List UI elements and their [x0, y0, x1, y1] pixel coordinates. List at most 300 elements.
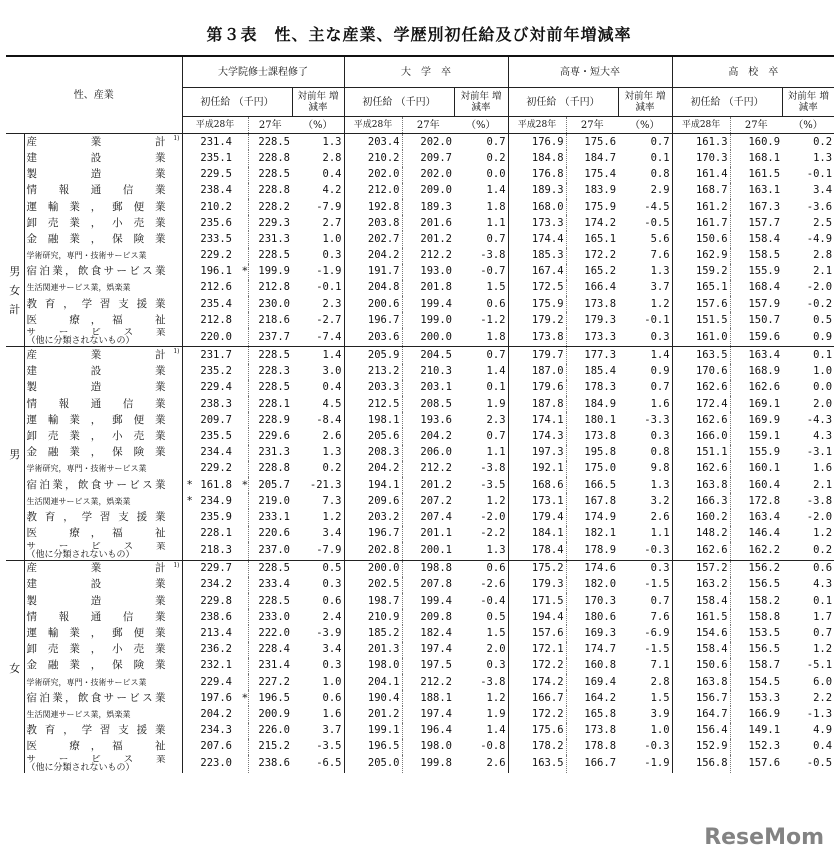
salary-2016 [344, 199, 402, 215]
salary-2016-value: 166.7 [531, 691, 564, 704]
change-pct-value: -3.8 [806, 494, 833, 507]
change-pct [454, 264, 508, 280]
change-pct-value: -6.9 [644, 627, 670, 640]
salary-2016 [508, 312, 566, 328]
industry-name: 生活関連サービス業，娯楽業 [26, 496, 131, 506]
change-pct [618, 609, 672, 625]
salary-2016 [344, 739, 402, 755]
salary-2015 [248, 364, 292, 380]
salary-2015-value: 175.9 [584, 200, 617, 213]
salary-2015 [730, 215, 782, 231]
salary-2015-value: 183.9 [584, 184, 617, 197]
salary-2015 [402, 264, 454, 280]
salary-2015 [730, 150, 782, 166]
change-pct [454, 658, 508, 674]
revision-mark [234, 347, 248, 364]
industry-label [24, 183, 182, 199]
salary-2015 [566, 509, 618, 525]
salary-2016-value: 201.2 [367, 707, 400, 720]
salary-2015-value: 195.8 [584, 446, 617, 459]
change-pct-value: 0.5 [486, 610, 506, 623]
change-pct [618, 526, 672, 542]
salary-2015 [730, 347, 782, 364]
salary-2016 [182, 706, 234, 722]
salary-2016-value: 151.1 [695, 446, 728, 459]
salary-2015-value: 230.0 [258, 297, 290, 310]
salary-2015 [566, 215, 618, 231]
salary-2016 [344, 215, 402, 231]
table-row [6, 509, 834, 525]
salary-2016-value: 234.3 [200, 724, 232, 737]
salary-2016 [508, 380, 566, 396]
change-pct [292, 380, 344, 396]
industry-label [24, 150, 182, 166]
salary-2016-value: 156.7 [695, 691, 728, 704]
table-header [6, 56, 834, 134]
change-pct [782, 755, 834, 773]
change-pct-value: 4.9 [813, 724, 833, 737]
salary-2016 [344, 526, 402, 542]
salary-2016 [672, 625, 730, 641]
salary-2015 [248, 461, 292, 477]
change-pct-value: 1.3 [650, 265, 670, 278]
year-prev-header: 27年 [730, 117, 782, 134]
salary-2015-value: 163.4 [748, 349, 781, 362]
revision-mark [234, 264, 248, 280]
salary-2015 [248, 526, 292, 542]
salary-2016 [672, 364, 730, 380]
change-pct [618, 723, 672, 739]
salary-2015 [566, 706, 618, 722]
change-pct-value: 0.0 [486, 168, 506, 181]
change-pct-value: 4.3 [813, 578, 833, 591]
salary-2015-value: 159.1 [748, 429, 781, 442]
change-header: 対前年 増減率 [787, 91, 829, 113]
change-pct-value: -2.6 [480, 578, 506, 591]
change-pct-value: 1.4 [322, 349, 342, 362]
salary-2015 [402, 380, 454, 396]
change-pct-value: 1.6 [813, 462, 833, 475]
salary-2016-value: 205.6 [367, 429, 400, 442]
change-pct-value: -1.2 [480, 313, 506, 326]
salary-2016-value: 203.8 [367, 216, 400, 229]
salary-2016 [508, 328, 566, 347]
salary-2016-value: 235.5 [200, 429, 232, 442]
salary-2015-value: 166.5 [584, 478, 617, 491]
industry-label [24, 542, 182, 561]
table-row [6, 755, 834, 773]
salary-2015 [402, 167, 454, 183]
change-pct [292, 199, 344, 215]
table-row [6, 396, 834, 412]
salary-2015 [248, 215, 292, 231]
change-pct [292, 231, 344, 247]
change-pct [782, 412, 834, 428]
change-pct [454, 477, 508, 493]
salary-2015 [566, 642, 618, 658]
salary-2015-value: 170.3 [584, 594, 617, 607]
salary-2016 [508, 477, 566, 493]
industry-sub: （他に分類されないもの） [26, 762, 135, 773]
salary-2015-value: 201.2 [420, 478, 452, 491]
salary-2015-value: 153.5 [748, 627, 781, 640]
salary-2015-value: 228.4 [258, 643, 290, 656]
revision-mark [234, 380, 248, 396]
salary-2016 [182, 150, 234, 166]
salary-2015-value: 180.6 [584, 610, 617, 623]
salary-2016 [182, 231, 234, 247]
change-pct [782, 396, 834, 412]
unit-pct-header: （%） [618, 117, 672, 134]
salary-2016 [672, 183, 730, 199]
table-row [6, 625, 834, 641]
change-pct-value: 1.9 [486, 707, 506, 720]
change-pct-value: -21.3 [309, 478, 342, 491]
salary-2016-value: 197.6 [200, 691, 232, 704]
change-pct-value: 7.6 [650, 249, 670, 262]
salary-2016-value: 163.5 [695, 349, 728, 362]
salary-2015-value: 177.3 [584, 349, 617, 362]
industry-name: 宿泊業，飲食サービス業 [26, 265, 166, 278]
change-pct [618, 134, 672, 151]
change-pct [618, 347, 672, 364]
salary-2015 [248, 593, 292, 609]
industry-label [24, 364, 182, 380]
salary-2015-value: 153.3 [748, 691, 781, 704]
change-pct-value: 2.4 [322, 610, 342, 623]
salary-2015 [248, 493, 292, 509]
revision-mark [234, 526, 248, 542]
salary-2016 [182, 739, 234, 755]
section-label-char: 男 [9, 448, 21, 462]
change-pct [292, 461, 344, 477]
salary-2016 [344, 167, 402, 183]
salary-2016-value: 231.7 [200, 349, 232, 362]
table-row [6, 445, 834, 461]
salary-2016-value: 157.2 [695, 562, 728, 575]
salary-2015 [248, 609, 292, 625]
salary-2015 [730, 542, 782, 561]
salary-2015-value: 207.4 [420, 510, 452, 523]
change-pct [618, 215, 672, 231]
change-pct-value: -0.3 [644, 544, 670, 557]
change-pct [292, 493, 344, 509]
salary-2015-value: 162.2 [748, 544, 781, 557]
change-pct-value: 1.2 [650, 297, 670, 310]
change-pct [292, 296, 344, 312]
change-pct-value: -0.5 [644, 216, 670, 229]
industry-name: 建 設 業 [26, 151, 166, 164]
salary-2016-value: 163.8 [695, 675, 728, 688]
industry-name: 宿泊業，飲食サービス業 [26, 691, 166, 704]
salary-2015 [730, 312, 782, 328]
change-pct [454, 461, 508, 477]
change-pct [292, 509, 344, 525]
change-pct-value: 9.8 [650, 462, 670, 475]
change-pct [292, 428, 344, 444]
change-pct [618, 150, 672, 166]
change-pct-value: -1.5 [644, 578, 670, 591]
salary-2015-value: 197.4 [420, 643, 452, 656]
salary-2016 [344, 280, 402, 296]
salary-2015-value: 220.6 [258, 527, 290, 540]
salary-2016-value: 179.7 [531, 349, 564, 362]
salary-2015-value: 197.5 [420, 659, 452, 672]
salary-2016 [672, 509, 730, 525]
salary-2015 [248, 642, 292, 658]
change-pct [782, 706, 834, 722]
salary-2016-value: 212.5 [367, 397, 400, 410]
salary-2016-value: 158.4 [695, 643, 728, 656]
salary-2015-value: 231.4 [258, 659, 290, 672]
salary-2015-value: 204.2 [420, 429, 452, 442]
salary-2015-value: 226.0 [258, 724, 290, 737]
salary-2016-value: 179.6 [531, 381, 564, 394]
change-pct-value: 2.0 [486, 643, 506, 656]
salary-2015-value: 227.2 [258, 675, 290, 688]
salary-2015-value: 178.3 [584, 381, 617, 394]
revision-mark [234, 231, 248, 247]
salary-2016-value: 203.2 [367, 510, 400, 523]
change-pct [782, 739, 834, 755]
salary-2016 [508, 706, 566, 722]
salary-2016-value: 168.6 [531, 478, 564, 491]
salary-2016-value: 162.6 [695, 544, 728, 557]
salary-2015-value: 175.4 [584, 168, 617, 181]
industry-label [24, 593, 182, 609]
salary-2016-value: 229.4 [200, 675, 232, 688]
change-pct [618, 477, 672, 493]
salary-2016 [672, 642, 730, 658]
change-pct [618, 199, 672, 215]
salary-2016-value: 173.1 [531, 494, 564, 507]
salary-2015 [402, 593, 454, 609]
salary-2016-value: 202.8 [367, 544, 400, 557]
salary-2015 [730, 625, 782, 641]
salary-2016-value: 200.6 [367, 297, 400, 310]
salary-2015-value: 163.1 [748, 184, 781, 197]
table-row [6, 380, 834, 396]
salary-2015 [566, 493, 618, 509]
salary-2015 [248, 509, 292, 525]
salary-2016 [182, 642, 234, 658]
salary-2016-value: 162.6 [695, 413, 728, 426]
change-pct [782, 280, 834, 296]
change-pct [292, 706, 344, 722]
revision-mark [234, 658, 248, 674]
salary-2016-value: 157.6 [531, 627, 564, 640]
change-pct [782, 674, 834, 690]
revision-mark-value: * [242, 478, 248, 491]
industry-label [24, 231, 182, 247]
salary-2015 [730, 380, 782, 396]
industry-name: 製 造 業 [26, 594, 166, 607]
salary-2016 [508, 674, 566, 690]
salary-2015-value: 160.9 [748, 135, 781, 148]
change-pct [292, 347, 344, 364]
change-pct [782, 642, 834, 658]
salary-2015-value: 169.4 [584, 675, 617, 688]
industry-label [24, 445, 182, 461]
change-pct-value: 3.0 [322, 365, 342, 378]
change-pct [618, 280, 672, 296]
change-pct [454, 706, 508, 722]
industry-label [24, 642, 182, 658]
revision-mark [234, 396, 248, 412]
salary-2015-value: 228.5 [258, 249, 290, 262]
change-pct [782, 134, 834, 151]
salary-2015 [248, 264, 292, 280]
salary-2015-value: 205.7 [258, 478, 290, 491]
change-pct-value: 2.8 [322, 151, 342, 164]
salary-2015-value: 196.5 [258, 691, 290, 704]
salary-2015-value: 158.4 [748, 232, 781, 245]
change-pct [618, 264, 672, 280]
change-pct-value: 0.6 [322, 691, 342, 704]
change-pct [782, 723, 834, 739]
salary-2016 [508, 461, 566, 477]
industry-name: 産 業 計 [26, 562, 166, 575]
change-pct-value: 1.2 [486, 691, 506, 704]
salary-2015 [402, 723, 454, 739]
salary-2015 [730, 560, 782, 577]
salary-2016 [508, 509, 566, 525]
salary-2016-value: 235.6 [200, 216, 232, 229]
salary-2016-value: 235.1 [200, 151, 232, 164]
change-pct-value: 0.7 [650, 381, 670, 394]
change-pct [292, 723, 344, 739]
revision-mark: * [186, 494, 193, 507]
change-pct-value: 6.0 [813, 675, 833, 688]
salary-2016 [182, 542, 234, 561]
salary-2015-value: 169.1 [748, 397, 781, 410]
table-row [6, 347, 834, 364]
change-pct [292, 280, 344, 296]
salary-2015 [730, 674, 782, 690]
salary-2016 [182, 328, 234, 347]
change-pct-value: 1.2 [322, 510, 342, 523]
change-pct-value: 3.2 [650, 494, 670, 507]
industry-name: 卸売業，小売業 [26, 429, 166, 442]
salary-2015 [248, 167, 292, 183]
change-pct-value: 1.0 [813, 365, 833, 378]
change-pct-value: -3.5 [316, 740, 342, 753]
salary-2015 [248, 134, 292, 151]
salary-2015-value: 218.6 [258, 313, 290, 326]
change-pct [292, 183, 344, 199]
change-pct [782, 167, 834, 183]
salary-2015 [402, 542, 454, 561]
salary-2016-value: 164.7 [695, 707, 728, 720]
change-pct-value: 1.8 [486, 330, 506, 343]
revision-mark [234, 739, 248, 755]
change-pct-value: 4.2 [322, 184, 342, 197]
change-pct-value: 0.7 [486, 135, 506, 148]
salary-2016 [672, 280, 730, 296]
change-pct [292, 625, 344, 641]
change-pct [782, 347, 834, 364]
change-pct [782, 658, 834, 674]
salary-2016 [672, 134, 730, 151]
salary-2016 [672, 412, 730, 428]
salary-2016 [508, 493, 566, 509]
salary-2016 [344, 674, 402, 690]
revision-mark [234, 150, 248, 166]
salary-2016 [344, 134, 402, 151]
industry-name: サ ー ビ ス 業 [26, 541, 166, 552]
salary-2016 [182, 690, 234, 706]
section-label-char: 女 [9, 284, 21, 298]
salary-2016 [344, 493, 402, 509]
salary-2016-value: 207.6 [200, 740, 232, 753]
salary-2016-value: 189.3 [531, 184, 564, 197]
unit-pct-header: （%） [782, 117, 834, 134]
salary-2016 [344, 755, 402, 773]
change-pct-value: 0.3 [322, 659, 342, 672]
salary-2016 [344, 658, 402, 674]
salary-2015-value: 173.8 [584, 724, 617, 737]
change-pct-value: 0.9 [813, 330, 833, 343]
change-pct-value: 1.0 [650, 724, 670, 737]
change-pct-value: -0.1 [806, 168, 833, 181]
salary-2015-value: 188.1 [420, 691, 452, 704]
change-pct-value: 0.9 [650, 365, 670, 378]
industry-name: 生活関連サービス業，娯楽業 [26, 709, 131, 719]
change-pct [618, 231, 672, 247]
change-pct-value: -4.5 [644, 200, 670, 213]
salary-2015 [566, 328, 618, 347]
salary-2015 [402, 280, 454, 296]
table-row [6, 412, 834, 428]
industry-name: 学術研究，専門・技術サービス業 [26, 251, 147, 261]
salary-2015 [566, 542, 618, 561]
salary-2016 [344, 593, 402, 609]
salary-2016-value: 176.9 [531, 135, 564, 148]
salary-2015-value: 228.5 [258, 135, 290, 148]
change-pct-value: 4.5 [322, 397, 342, 410]
salary-2015-value: 228.5 [258, 594, 290, 607]
change-pct-value: -2.7 [316, 313, 342, 326]
salary-2015-value: 209.7 [420, 151, 452, 164]
salary-2016-value: 202.0 [367, 168, 400, 181]
industry-label [24, 706, 182, 722]
salary-2015-value: 212.2 [420, 462, 452, 475]
salary-2015 [566, 674, 618, 690]
salary-2016 [182, 167, 234, 183]
salary-2016 [182, 477, 234, 493]
salary-2015-value: 233.1 [258, 510, 290, 523]
change-pct [618, 248, 672, 264]
salary-2016-value: 162.6 [695, 381, 728, 394]
salary-2015-value: 228.9 [258, 413, 290, 426]
change-pct-value: 0.8 [650, 446, 670, 459]
change-pct-value: -2.0 [806, 510, 833, 523]
salary-2015 [730, 526, 782, 542]
salary-2015 [248, 690, 292, 706]
salary-2016 [344, 690, 402, 706]
salary-2015 [402, 428, 454, 444]
change-pct-value: -7.4 [316, 330, 342, 343]
change-pct-value: 0.1 [486, 381, 506, 394]
salary-2015-value: 201.8 [420, 281, 452, 294]
salary-2015 [730, 577, 782, 593]
salary-2015 [566, 134, 618, 151]
change-pct-value: 0.7 [486, 349, 506, 362]
salary-2016-value: 184.1 [531, 527, 564, 540]
salary-2016 [182, 248, 234, 264]
change-pct-value: 7.1 [650, 659, 670, 672]
salary-2016-value: 199.1 [367, 724, 400, 737]
